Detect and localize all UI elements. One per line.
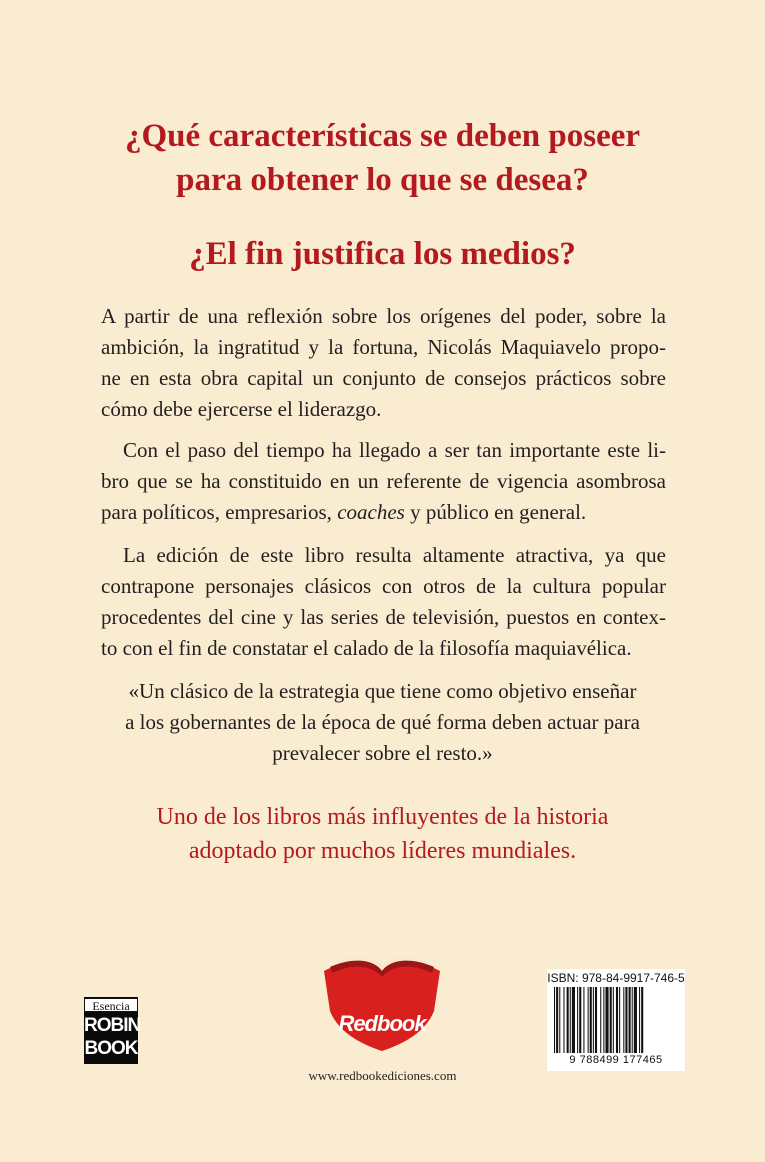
barcode-bar xyxy=(616,987,618,1053)
barcode-bar xyxy=(567,987,569,1053)
quote-line: «Un clásico de la estrategia que tiene como objetivo enseñar xyxy=(128,679,637,703)
robin-book-logo xyxy=(84,997,141,1064)
barcode-bar xyxy=(579,987,581,1053)
paragraph-line: Con el paso del tiempo ha llegado a ser tan importante este li- xyxy=(123,438,666,462)
quote-line: a los gobernantes de la época de qué forma deben actuar para xyxy=(125,710,640,734)
paragraph-line: ambición, la ingratitud y la fortuna, Nicolás Maquiavelo propo- xyxy=(101,335,666,359)
paragraph-line: La edición de este libro resulta altamente atractiva, ya que xyxy=(123,543,666,567)
barcode-bar xyxy=(610,987,612,1053)
paragraph-2 xyxy=(101,435,666,528)
main-question-heading xyxy=(0,114,765,202)
paragraph-3 xyxy=(101,540,666,664)
paragraph-1 xyxy=(101,301,666,425)
paragraph-text: para políticos, empresarios, xyxy=(101,500,338,524)
paragraph-text: y público en general. xyxy=(404,500,587,524)
tagline-line-1: Uno de los libros más influyentes de la historia xyxy=(156,804,609,830)
question-line-2: para obtener lo que se desea? xyxy=(176,162,589,198)
barcode-bar xyxy=(639,987,640,1053)
barcode-bar xyxy=(625,987,627,1053)
barcode-bar xyxy=(583,987,584,1053)
barcode-bar xyxy=(634,987,637,1053)
redbook-wordmark: Redbook xyxy=(338,1011,426,1036)
italic-word-coaches: coaches xyxy=(337,500,405,524)
paragraph-line: A partir de una reflexión sobre los orígenes del poder, sobre la xyxy=(101,304,666,328)
barcode-bar xyxy=(556,987,558,1053)
second-question-heading: ¿El fin justifica los medios? xyxy=(189,236,576,272)
tagline xyxy=(0,800,765,868)
barcode-bar xyxy=(623,987,624,1053)
barcode-bar xyxy=(588,987,589,1053)
redbook-book-icon xyxy=(316,953,448,1053)
paragraph-line: contrapone personajes clásicos con otros de la cultura popular xyxy=(101,574,666,598)
barcode-bar xyxy=(554,987,555,1053)
barcode-bar xyxy=(600,987,601,1053)
barcode-bars xyxy=(552,987,680,1053)
barcode-bar xyxy=(613,987,614,1053)
barcode-bar xyxy=(577,987,578,1053)
isbn-label: ISBN: 978-84-9917-746-5 xyxy=(547,971,685,985)
paragraph-line: bro que se ha constituido en un referente de vigencia asombrosa xyxy=(101,469,666,493)
barcode-bar xyxy=(595,987,597,1053)
esencia-label: Esencia xyxy=(84,998,138,1012)
barcode-bar xyxy=(572,987,575,1053)
barcode-bar xyxy=(563,987,564,1053)
publisher-website: www.redbookediciones.com xyxy=(308,1068,457,1083)
paragraph-line: ne en esta obra capital un conjunto de consejos prácticos sobre xyxy=(101,366,666,390)
barcode-bar xyxy=(632,987,633,1053)
book-word: BOOK xyxy=(84,1038,138,1059)
barcode-digits: 9 788499 177465 xyxy=(569,1054,663,1066)
paragraph-line xyxy=(101,497,666,528)
barcode-bar xyxy=(593,987,594,1053)
barcode-bar xyxy=(570,987,571,1053)
barcode-bar xyxy=(641,987,643,1053)
barcode-bar xyxy=(559,987,560,1053)
paragraph-line: cómo debe ejercerse el liderazgo. xyxy=(101,397,382,421)
quote-block xyxy=(0,676,765,769)
tagline-line-2: adoptado por muchos líderes mundiales. xyxy=(188,838,577,864)
isbn-barcode xyxy=(547,969,685,1071)
barcode-bar xyxy=(590,987,592,1053)
barcode-bar xyxy=(603,987,604,1053)
paragraph-line: to con el fin de constatar el calado de la filosofía maquiavélica. xyxy=(101,636,632,660)
quote-line: prevalecer sobre el resto.» xyxy=(272,741,493,765)
barcode-bar xyxy=(619,987,620,1053)
barcode-bar xyxy=(605,987,608,1053)
robin-word: ROBIN xyxy=(84,1015,141,1036)
barcode-bar xyxy=(629,987,631,1053)
paragraph-line: procedentes del cine y las series de televisión, puestos en contex- xyxy=(101,605,666,629)
question-line-1: ¿Qué características se deben poseer xyxy=(124,118,641,154)
